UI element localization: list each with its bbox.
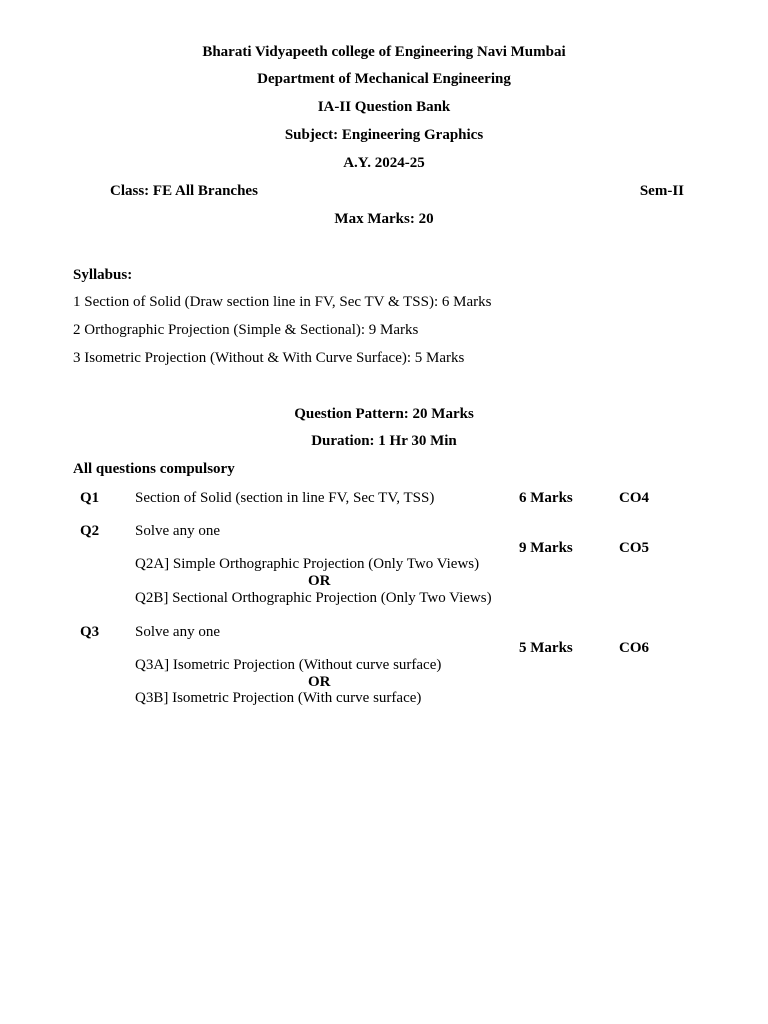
max-marks: Max Marks: 20 [334, 211, 434, 227]
document-title: IA-II Question Bank [317, 99, 451, 115]
question-text: Solve any one [135, 523, 220, 539]
syllabus-heading: Syllabus: [73, 267, 133, 283]
question-number: Q3 [80, 624, 100, 640]
or-separator: OR [308, 573, 331, 589]
duration: Duration: 1 Hr 30 Min [311, 433, 457, 449]
question-text: Section of Solid (section in line FV, Sec TV, TSS) [135, 490, 435, 506]
academic-year: A.Y. 2024-25 [343, 155, 425, 171]
or-separator: OR [308, 674, 331, 690]
pattern-title: Question Pattern: 20 Marks [294, 406, 474, 422]
question-text: Solve any one [135, 624, 220, 640]
department-name: Department of Mechanical Engineering [257, 71, 511, 87]
course-outcome: CO5 [619, 540, 649, 556]
question-marks: 9 Marks [519, 540, 573, 556]
instruction: All questions compulsory [73, 461, 235, 477]
question-option-b: Q3B] Isometric Projection (With curve surface) [135, 690, 422, 706]
course-outcome: CO6 [619, 640, 649, 656]
semester-label: Sem-II [639, 183, 684, 199]
question-number: Q2 [80, 523, 100, 539]
question-option-b: Q2B] Sectional Orthographic Projection (Only Two Views) [135, 590, 492, 606]
course-outcome: CO4 [619, 490, 649, 506]
college-name: Bharati Vidyapeeth college of Engineering Navi Mumbai [202, 44, 566, 60]
class-label: Class: FE All Branches [110, 183, 258, 199]
question-option-a: Q2A] Simple Orthographic Projection (Only Two Views) [135, 556, 480, 572]
syllabus-item: 1 Section of Solid (Draw section line in FV, Sec TV & TSS): 6 Marks [73, 294, 492, 310]
subject-line: Subject: Engineering Graphics [284, 127, 484, 143]
syllabus-item: 3 Isometric Projection (Without & With Curve Surface): 5 Marks [73, 350, 465, 366]
syllabus-item: 2 Orthographic Projection (Simple & Sectional): 9 Marks [73, 322, 419, 338]
question-number: Q1 [80, 490, 100, 506]
question-option-a: Q3A] Isometric Projection (Without curve surface) [135, 657, 442, 673]
question-marks: 5 Marks [519, 640, 573, 656]
question-marks: 6 Marks [519, 490, 573, 506]
